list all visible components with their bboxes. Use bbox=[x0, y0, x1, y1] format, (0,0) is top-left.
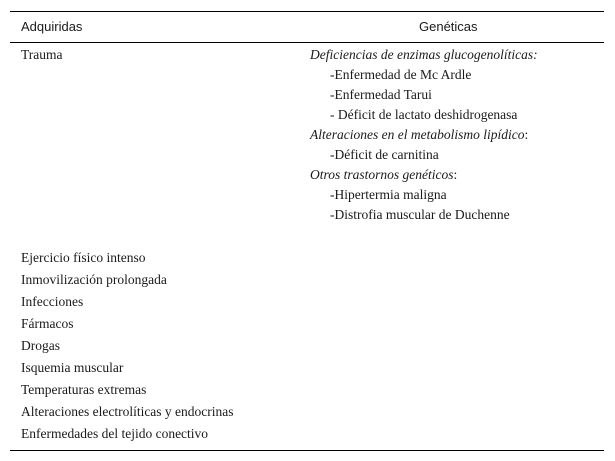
acquired-column-top bbox=[21, 45, 63, 65]
genetic-column bbox=[310, 45, 538, 225]
genetic-item: - Déficit de lactato deshidrogenasa bbox=[330, 107, 518, 122]
acquired-column-list bbox=[21, 247, 234, 445]
header-acquired: Adquiridas bbox=[21, 19, 83, 34]
acquired-item: Isquemia muscular bbox=[21, 360, 124, 375]
acquired-item: Drogas bbox=[21, 338, 60, 353]
acquired-item: Alteraciones electrolíticas y endocrinas bbox=[21, 404, 234, 419]
top-rule bbox=[10, 11, 604, 12]
acquired-item: Inmovilización prolongada bbox=[21, 272, 167, 287]
genetic-item: -Enfermedad de Mc Ardle bbox=[330, 67, 472, 82]
genetic-item: -Distrofia muscular de Duchenne bbox=[330, 207, 510, 222]
bottom-rule bbox=[10, 450, 604, 451]
acquired-item: Fármacos bbox=[21, 316, 74, 331]
acquired-item: Ejercicio físico intenso bbox=[21, 250, 146, 265]
genetic-item: -Enfermedad Tarui bbox=[330, 87, 432, 102]
genetic-item: -Déficit de carnitina bbox=[330, 147, 439, 162]
acquired-item: Temperaturas extremas bbox=[21, 382, 147, 397]
acquired-item-trauma: Trauma bbox=[21, 47, 63, 62]
header-rule bbox=[10, 42, 604, 43]
genetic-group-heading: Otros trastornos genéticos: bbox=[310, 167, 458, 182]
acquired-item: Infecciones bbox=[21, 294, 84, 309]
genetic-group-heading: Alteraciones en el metabolismo lipídico: bbox=[310, 127, 529, 142]
genetic-group-heading: Deficiencias de enzimas glucogenolíticas: bbox=[310, 47, 538, 62]
acquired-item: Enfermedades del tejido conectivo bbox=[21, 426, 209, 441]
genetic-item: -Hipertermia maligna bbox=[330, 187, 447, 202]
header-genetic: Genéticas bbox=[419, 19, 478, 34]
